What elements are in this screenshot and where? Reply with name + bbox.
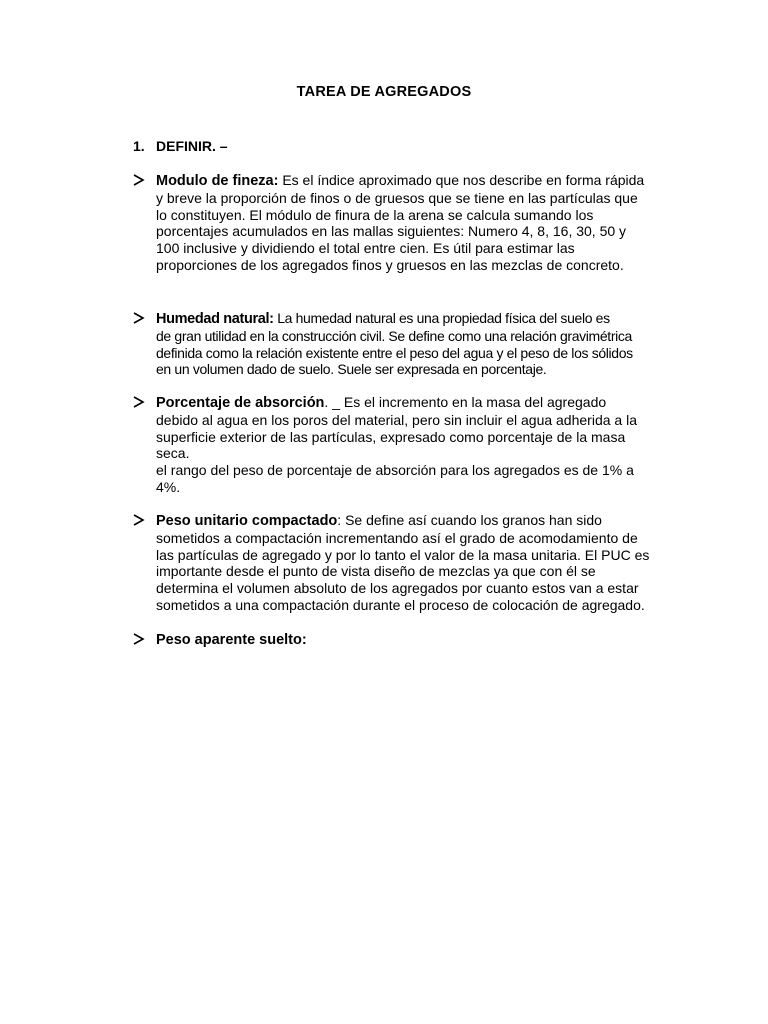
definition-note-line: 4%. — [156, 478, 181, 495]
definition-text — [156, 631, 666, 649]
definition-item-modulo-de-fineza — [133, 172, 673, 274]
definition-line: Peso unitario compactado: Se define así cuando los granos han sido — [156, 512, 602, 529]
definition-line: y breve la proporción de finos o de gruesos que se tiene en las partículas que — [156, 189, 638, 206]
definition-term: Peso unitario compactado — [156, 513, 338, 529]
definition-item-peso-aparente-suelto — [133, 631, 673, 649]
definition-term: Porcentaje de absorción — [156, 395, 325, 411]
definition-line: 100 inclusive y dividiendo el total entre cien. Es útil para estimar las — [156, 240, 575, 257]
definition-note-line: el rango del peso de porcentaje de absorción para los agregados es de 1% a — [156, 462, 634, 479]
definition-line: superficie exterior de las partículas, expresado como porcentaje de la masa — [156, 428, 626, 445]
definition-line: determina el volumen absoluto de los agregados por cuanto estos van a estar — [156, 580, 639, 597]
definition-line: las partículas de agregado y por lo tanto el valor de la masa unitaria. El PUC es — [156, 546, 650, 563]
definition-item-peso-unitario-compactado — [133, 512, 673, 614]
definition-item-humedad-natural — [133, 310, 673, 378]
definition-text — [156, 172, 666, 274]
definition-line: seca. — [156, 445, 190, 462]
definition-line: Modulo de fineza: Es el índice aproximado que nos describe en forma rápida — [156, 172, 645, 189]
definition-text — [156, 512, 666, 614]
arrow-bullet-icon — [133, 173, 147, 187]
definition-line: en un volumen dado de suelo. Suele ser expresada en porcentaje. — [156, 361, 547, 378]
definition-line: lo constituyen. El módulo de finura de la arena se calcula sumando los — [156, 206, 594, 223]
definition-text — [156, 394, 666, 496]
definition-term: Humedad natural: — [156, 311, 274, 327]
definition-line: Porcentaje de absorción. _ Es el incremento en la masa del agregado — [156, 394, 607, 411]
definition-line: Humedad natural: La humedad natural es una propiedad física del suelo es — [156, 310, 610, 327]
definition-line — [156, 631, 666, 649]
definition-term: Modulo de fineza: — [156, 173, 279, 189]
section-label: DEFINIR. – — [156, 138, 228, 154]
definition-text — [156, 310, 666, 378]
definition-term: Peso aparente suelto: — [156, 632, 307, 648]
definition-line: proporciones de los agregados finos y gruesos en las mezclas de concreto. — [156, 256, 624, 273]
definition-line: sometidos a compactación incrementando así el grado de acomodamiento de — [156, 529, 638, 546]
document-title: TAREA DE AGREGADOS — [296, 84, 472, 100]
definition-line: importante desde el punto de vista diseño de mezclas ya que con él se — [156, 563, 596, 580]
definition-line: definida como la relación existente entre el peso del agua y el peso de los sólidos — [156, 344, 633, 361]
definition-line: sometidos a una compactación durante el proceso de colocación de agregado. — [156, 596, 645, 613]
section-heading — [133, 138, 228, 154]
arrow-bullet-icon — [133, 311, 147, 325]
arrow-bullet-icon — [133, 632, 147, 646]
section-number: 1. — [133, 138, 145, 154]
arrow-bullet-icon — [133, 513, 147, 527]
definition-line: debido al agua en los poros del material, pero sin incluir el agua adherida a la — [156, 411, 637, 428]
arrow-bullet-icon — [133, 395, 147, 409]
definition-item-porcentaje-de-absorcion — [133, 394, 673, 496]
definition-line: porcentajes acumulados en las mallas siguientes: Numero 4, 8, 16, 30, 50 y — [156, 223, 627, 240]
definition-line: de gran utilidad en la construcción civil. Se define como una relación gravimétrica — [156, 327, 632, 344]
